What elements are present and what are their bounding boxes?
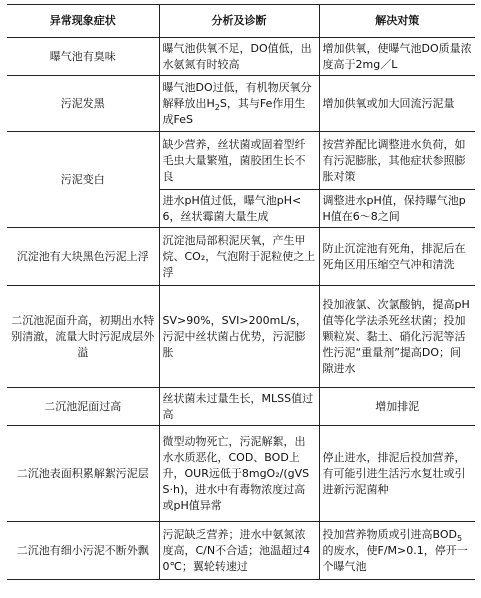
table-row	[7, 426, 475, 522]
table-row	[7, 228, 475, 286]
table-row	[7, 38, 475, 76]
symptom-cell: 曝气池有臭味	[7, 38, 159, 76]
analysis-cell: 微型动物死亡，污泥解絮，出水水质恶化，COD、BOD上升，OUR远低于8mgO₂/(gVSS·h)，进水中有毒物浓度过高或pH值异常	[159, 426, 319, 522]
solution-cell: 停止进水，排泥后投加营养，有可能引进生活污水复壮或引进新污泥菌种	[319, 426, 475, 522]
symptom-cell: 污泥变白	[7, 132, 159, 228]
table-row	[7, 76, 475, 132]
troubleshooting-table	[7, 4, 475, 580]
analysis-cell: SV>90%，SVI>200mL/s，污泥中丝状菌占优势，污泥膨胀	[159, 286, 319, 388]
header-solution: 解决对策	[319, 5, 475, 38]
subscript: 5	[456, 533, 463, 543]
analysis-cell: 丝状菌未过量生长，MLSS值过高	[159, 388, 319, 426]
header-row	[7, 5, 475, 38]
header-symptom: 异常现象症状	[7, 5, 159, 38]
header-analysis: 分析及诊断	[159, 5, 319, 38]
subscript: 2	[214, 102, 220, 112]
solution-text: 的废水，使F/M>0.1，停开一个曝气池	[322, 543, 468, 573]
symptom-cell: 二沉池泥面升高，初期出水特别清澈，流量大时污泥成层外溢	[7, 286, 159, 388]
solution-cell	[319, 522, 475, 580]
symptom-cell: 二沉池有细小污泥不断外飘	[7, 522, 159, 580]
solution-cell: 投加液氯、次氯酸钠，提高pH值等化学法杀死丝状菌；投加颗粒炭、黏土、硝化污泥等活性污泥“重量剂”提高DO；间隙进水	[319, 286, 475, 388]
analysis-text: S，其与Fe作用生成FeS	[162, 96, 306, 126]
symptom-cell: 二沉池泥面过高	[7, 388, 159, 426]
analysis-cell: 缺少营养，丝状菌或固着型纤毛虫大量繁殖，菌胶团生长不良	[159, 132, 319, 190]
solution-text: 投加营养物质或引进高BOD	[322, 527, 457, 541]
solution-cell: 防止沉淀池有死角，排泥后在死角区用压缩空气冲和清洗	[319, 228, 475, 286]
solution-cell: 调整进水pH值，保持曝气池pH值在6～8之间	[319, 190, 475, 228]
solution-cell: 增加排泥	[319, 388, 475, 426]
solution-cell: 增加供氧，使曝气池DO质量浓度高于2mg／L	[319, 38, 475, 76]
symptom-cell: 污泥发黑	[7, 76, 159, 132]
table-row	[7, 286, 475, 388]
solution-cell: 增加供氧或加大回流污泥量	[319, 76, 475, 132]
analysis-cell: 沉淀池局部积泥厌氧，产生甲烷、CO₂，气泡附于泥粒使之上浮	[159, 228, 319, 286]
analysis-cell: 进水pH值过低，曝气池pH<6，丝状霉菌大量生成	[159, 190, 319, 228]
table-wrapper	[7, 4, 475, 580]
analysis-cell: 曝气池供氧不足，DO值低，出水氨氮有时较高	[159, 38, 319, 76]
symptom-cell: 二沉池表面积累解絮污泥层	[7, 426, 159, 522]
solution-cell: 按营养配比调整进水负荷，如有污泥膨胀，其他症状参照膨胀对策	[319, 132, 475, 190]
table-row	[7, 522, 475, 580]
table-row	[7, 132, 475, 190]
analysis-cell: 污泥缺乏营养；进水中氨氮浓度高，C/N不合适；池温超过40℃；翼轮转速过	[159, 522, 319, 580]
analysis-cell	[159, 76, 319, 132]
table-row	[7, 388, 475, 426]
analysis-text: 曝气池DO过低，有机物厌氧分解释放出H	[162, 80, 312, 110]
symptom-cell: 沉淀池有大块黑色污泥上浮	[7, 228, 159, 286]
